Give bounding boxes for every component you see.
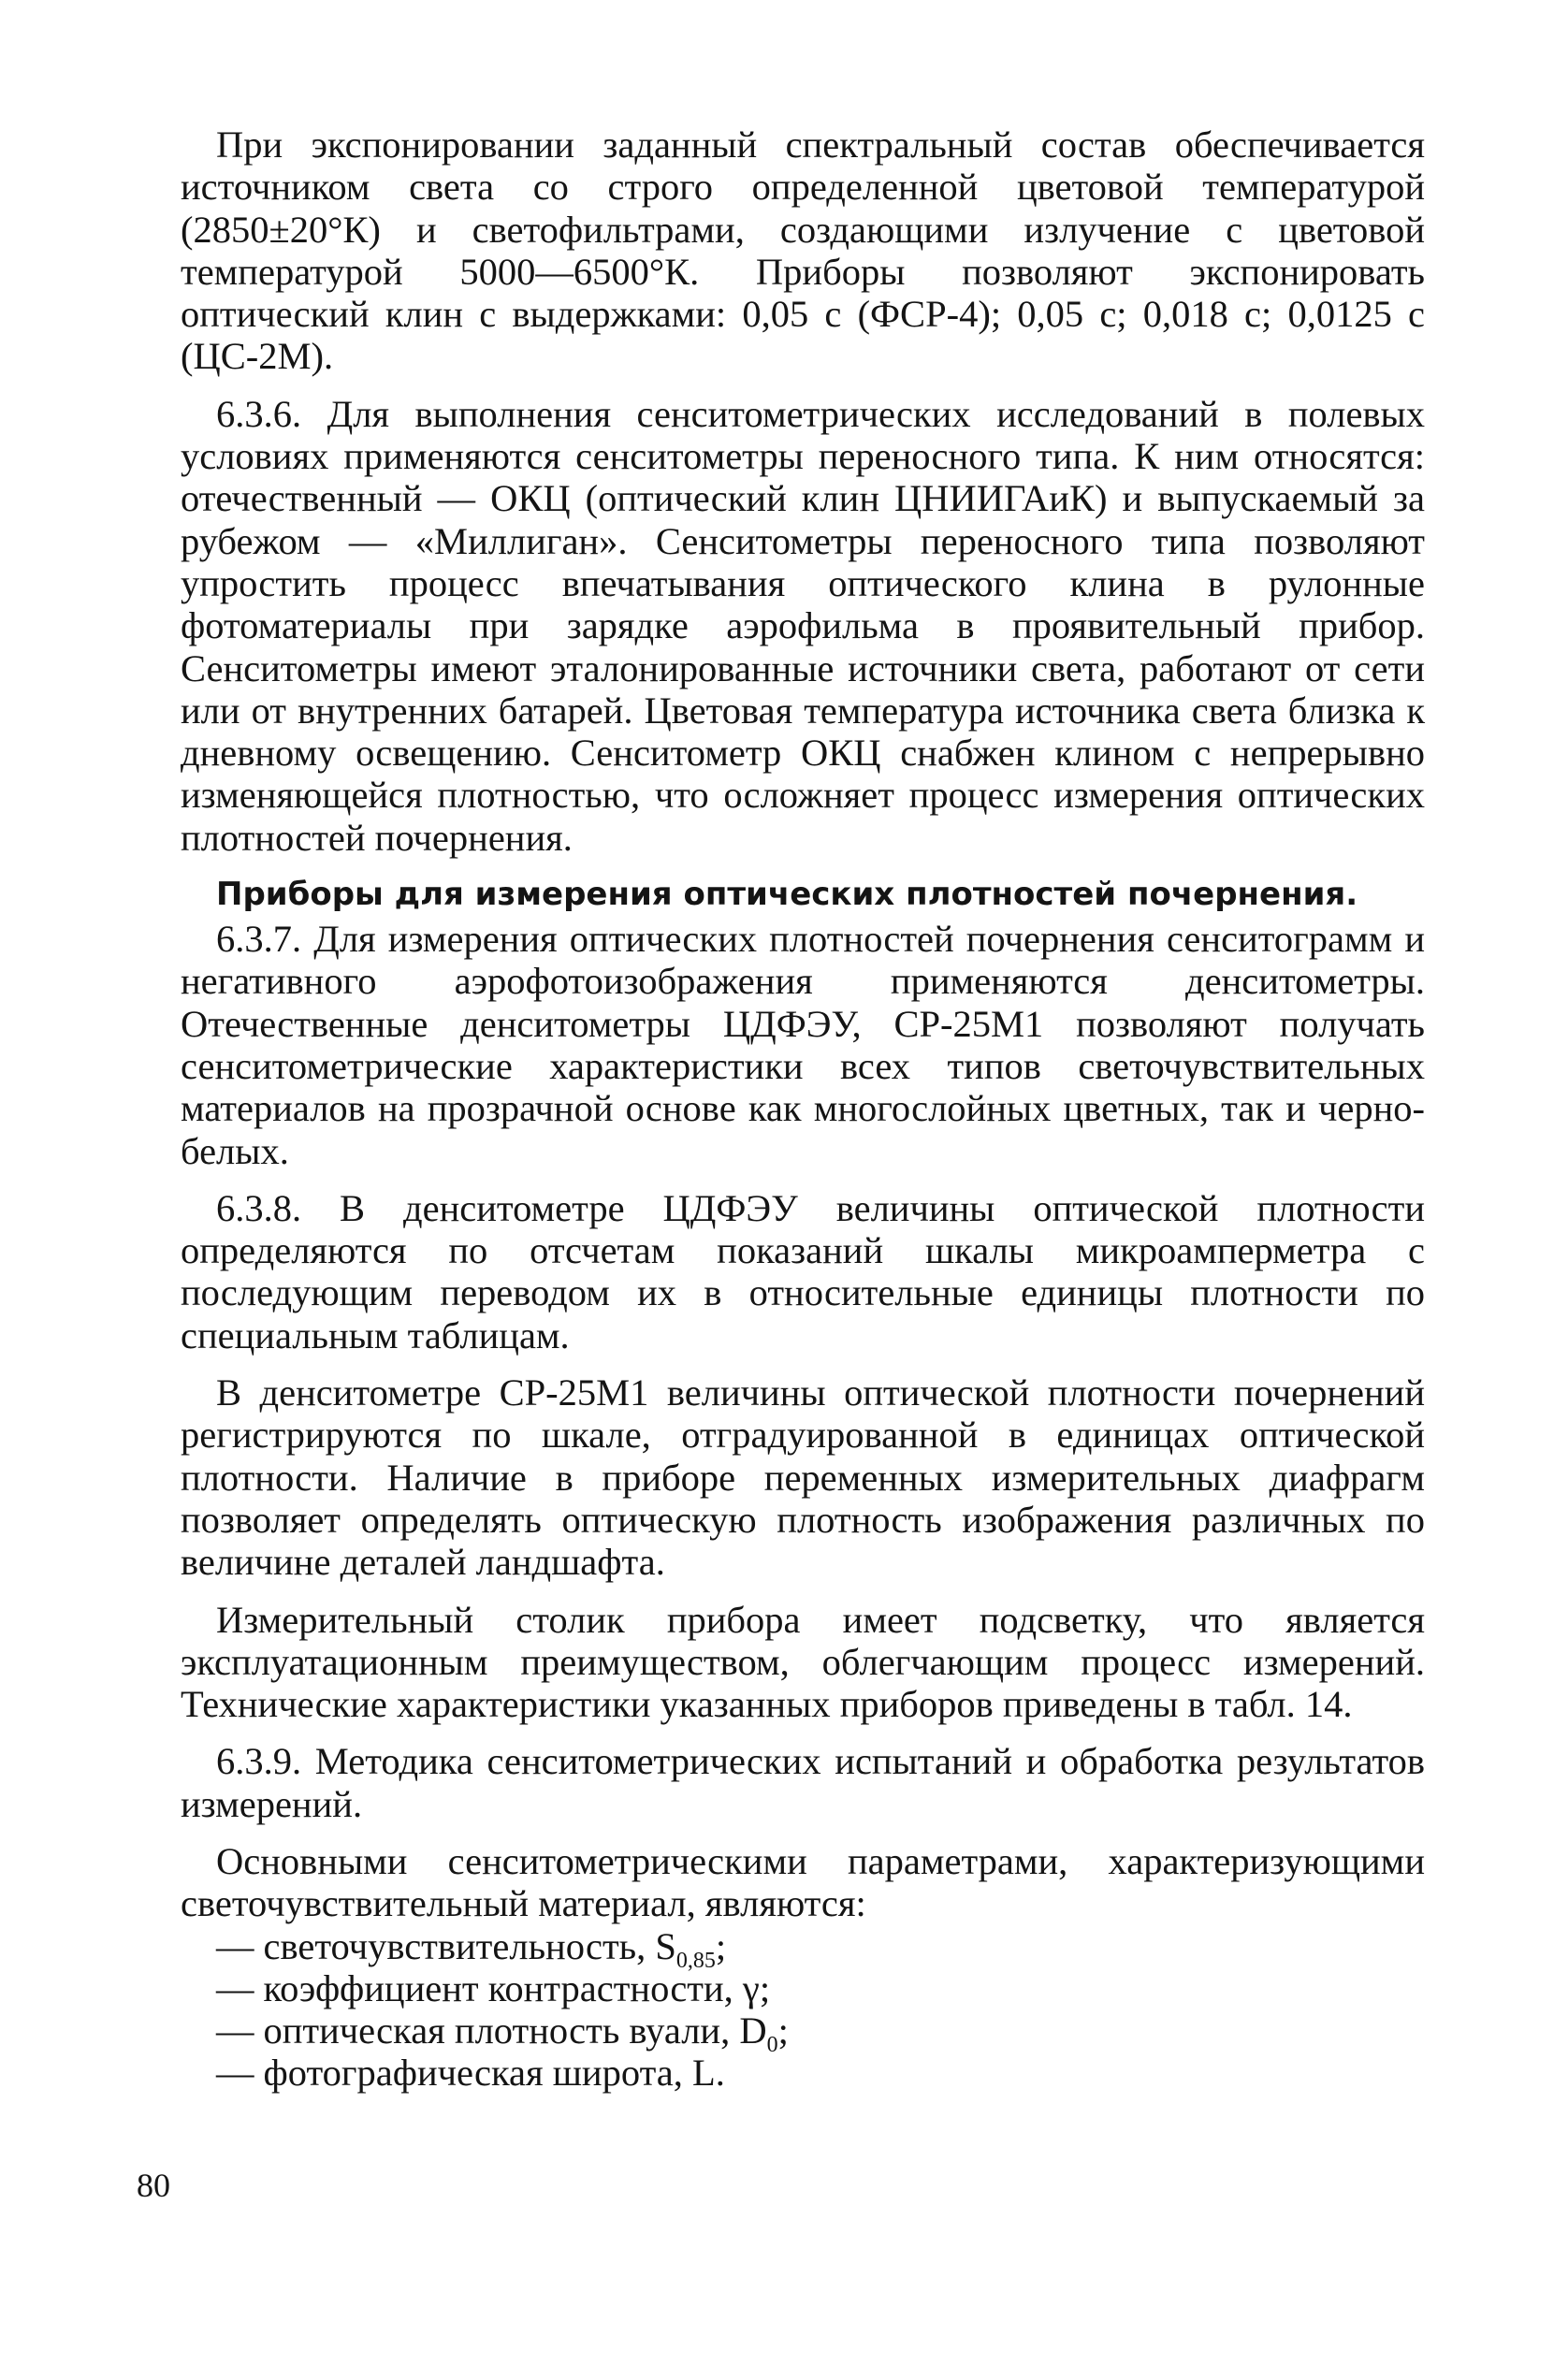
page-number: 80	[137, 2167, 170, 2204]
list-item-end: ;	[715, 1924, 727, 1967]
page-body	[181, 123, 1425, 2095]
list-dash: —	[216, 1924, 254, 1967]
paragraph-measuring-table: Измерительный столик прибора имеет подсветку, что является эксплуатационным преимуществом, облегчающим процесс измерений. Технические характеристики указанных приборов приведены в табл. 14.	[181, 1598, 1425, 1726]
parameter-list	[181, 1925, 1425, 2095]
list-item-text: светочувствительность, S	[263, 1924, 676, 1967]
list-item	[216, 2052, 1425, 2094]
paragraph-6-3-8: 6.3.8. В денситометре ЦДФЭУ величины оптической плотности определяются по отсчетам показаний шкалы микроамперметра с последующим переводом их в относительные единицы плотности по специальным таблицам.	[181, 1186, 1425, 1356]
paragraph-exposure: При экспонировании заданный спектральный состав обеспечивается источником света со строго определенной цветовой температурой (2850±20°К) и светофильтрами, создающими излучение с цветовой температурой 5000—6500°К. Приборы позволяют экспонировать оптический клин с выдержками: 0,05 с (ФСР-4); 0,05 с; 0,018 с; 0,0125 с (ЦС-2М).	[181, 123, 1425, 378]
list-item-subscript: 0,85	[675, 1948, 716, 1973]
paragraph-parameters: Основными сенситометрическими параметрами, характеризующими светочувствительный материал, являются:	[181, 1839, 1425, 1925]
list-item	[216, 2009, 1425, 2058]
paragraph-sr-25m1: В денситометре СР-25М1 величины оптической плотности почернений регистрируются по шкале, отградуированной в единицах оптической плотности. Наличие в приборе переменных измерительных диафрагм позволяет определять оптическую плотность изображения различных по величине деталей ландшафта.	[181, 1371, 1425, 1584]
list-dash: —	[216, 2009, 254, 2052]
list-item-text: коэффициент контрастности, γ;	[263, 1966, 771, 2009]
paragraph-6-3-9: 6.3.9. Методика сенситометрических испытаний и обработка результатов измерений.	[181, 1740, 1425, 1825]
paragraph-6-3-7: 6.3.7. Для измерения оптических плотностей почернения сенситограмм и негативного аэрофотоизображения применяются денситометры. Отечественные денситометры ЦДФЭУ, СР-25М1 позволяют получать сенситометрические характеристики всех типов светочувствительных материалов на прозрачной основе как многослойных цветных, так и черно-белых.	[181, 918, 1425, 1172]
list-item	[216, 1924, 1425, 1973]
section-heading: Приборы для измерения оптических плотностей почернения.	[216, 876, 1358, 914]
list-dash: —	[216, 1966, 254, 2009]
list-item-text: оптическая плотность вуали, D	[263, 2009, 767, 2052]
list-item-text: фотографическая широта, L.	[263, 2052, 725, 2095]
paragraph-6-3-6: 6.3.6. Для выполнения сенситометрических исследований в полевых условиях применяются сенситометры переносного типа. К ним относятся: отечественный — ОКЦ (оптический клин ЦНИИГАиК) и выпускаемый за рубежом — «Миллиган». Сенситометры переносного типа позволяют упростить процесс впечатывания оптического клина в рулонные фотоматериалы при зарядке аэрофильма в проявительный прибор. Сенситометры имеют эталонированные источники света, работают от сети или от внутренних батарей. Цветовая температура источника света близка к дневному освещению. Сенситометр ОКЦ снабжен клином с непрерывно изменяющейся плотностью, что осложняет процесс измерения оптических плотностей почернения.	[181, 392, 1425, 859]
list-item	[216, 1967, 1425, 2009]
list-dash: —	[216, 2052, 254, 2095]
list-item-end: ;	[777, 2009, 789, 2052]
list-item-subscript: 0	[766, 2033, 778, 2058]
